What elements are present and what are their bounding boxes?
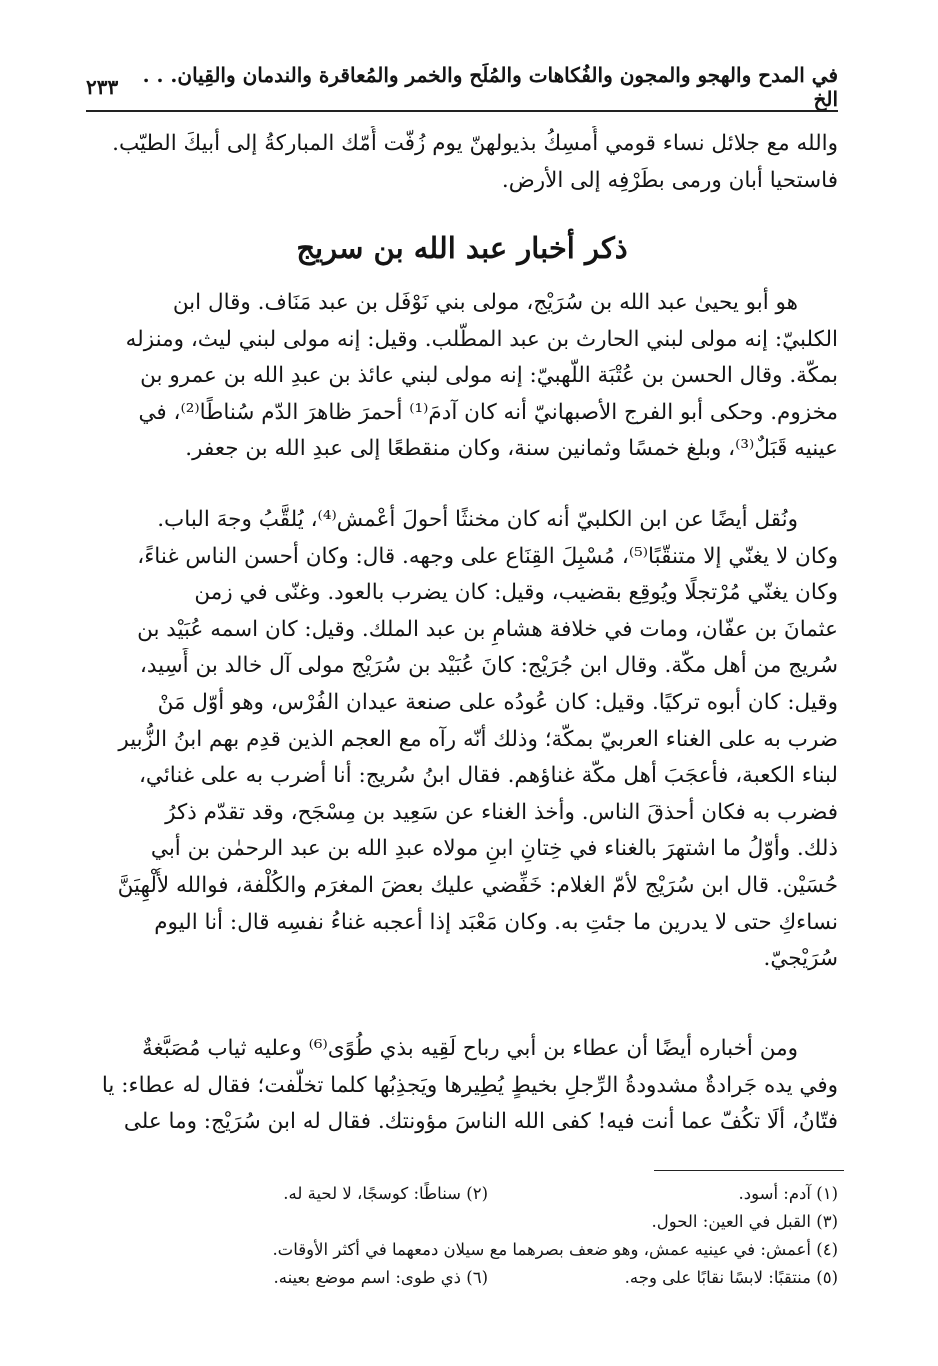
paragraph-3 [86, 1031, 838, 1141]
running-title: في المدح والهجو والمجون والفُكاهات والمُلَح والخمر والمُعاقرة والندمان والقِيان. . . الخ [142, 63, 838, 111]
text-line: وكان لا يغنّي إلا متنقّبًا⁽⁵⁾، مُسْبِلَ القِنَاع على وجهه. قال: وكان أحسن الناس غناءً، [137, 543, 838, 569]
footnote: (٣) القبل في العين: الحول. [651, 1212, 838, 1231]
text-line: مخزوم. وحكى أبو الفرج الأصبهانيّ أنه كان آدمَ⁽¹⁾ أحمرَ ظاهرَ الدّم سُناطًا⁽²⁾، في [138, 399, 838, 425]
text-line: عثمانَ بن عفّان، ومات في خلافة هشامِ بن عبد الملك. وقيل: كان اسمه عُبَيْد بن [137, 616, 838, 642]
footnote-row [86, 1208, 838, 1235]
section-title: ذكر أخبار عبد الله بن سريج [296, 231, 628, 265]
text-line: حُسَيْن. قال ابن سُرَيْج لأمّ الغلام: خَفِّضي عليك بعضَ المغرَم والكُلْفة، فوالله لأُلْهِيَنَّ [117, 872, 838, 898]
footnote-row [86, 1264, 838, 1291]
footnote-rule [654, 1170, 844, 1171]
header-rule [86, 110, 838, 112]
paragraph-2 [86, 502, 838, 978]
footnote: (٤) أعمش: في عينيه عمش، وهو ضعف بصرهما مع سيلان دمعهما في أكثر الأوقات. [272, 1240, 838, 1259]
footnote: (٢) سناطًا: كوسجًا، لا لحية له. [283, 1184, 488, 1203]
page-header [86, 63, 838, 111]
footnote: (٥) منتقبًا: لابسًا نقابًا على وجه. [624, 1268, 838, 1287]
text-line: بمكّة. وقال الحسن بن عُتْبَة اللّهبيّ: إنه مولى لبني عائذ بن عبدِ الله بن عمرو بن [140, 363, 838, 389]
text-line: وكان يغنّي مُرْتجلًا ويُوقِع بقضيب، وقيل: كان يضرب بالعود. وغنّى في زمن [194, 580, 838, 606]
text-line: فاستحيا أبان ورمى بطَرْفِه إلى الأرض. [501, 167, 838, 193]
footnote-row [86, 1180, 838, 1207]
paragraph-1 [86, 285, 838, 468]
text-line: والله مع جلائل نساء قومي أُمسِكُ بذيولهنّ يوم زُفّت أُمّك المباركةُ إلى أبيكَ الطيّب. [112, 131, 838, 156]
text-line: الكلبيّ: إنه مولى لبني الحارث بن عبد المطّلب. وقيل: إنه مولى لبني ليث، ومنزله [125, 326, 838, 352]
text-line: ونُقل أيضًا عن ابن الكلبيّ أنه كان مخنثًا أحولَ أعْمش⁽⁴⁾، يُلقَّبُ وجهَ الباب. [157, 507, 798, 532]
text-line: وقيل: كان أبوه تركيًا. وقيل: كان عُودُه على صنعة عيدان الفُرْس، وهو أوّل مَنْ [157, 689, 838, 715]
text-line: فتّانُ، ألَا تكُفّ عما أنت فيه! كفى الله الناسَ مؤونتك. فقال له ابن سُرَيْج: وما على [123, 1109, 838, 1135]
text-line: ومن أخباره أيضًا أن عطاء بن أبي رباح لَقِيه بذي طُوًى⁽⁶⁾ وعليه ثياب مُصَبَّغةٌ [141, 1036, 798, 1061]
text-line: سُريج من أهل مكّة. وقال ابن جُرَيْج: كانَ عُبَيْد بن سُرَيْج مولى آل خالد بن أَسِيد، [139, 653, 838, 679]
footnote-row [86, 1236, 838, 1263]
text-line: وفي يده جَرادةٌ مشدودةُ الرِّجلِ بخيطٍ يُطِيرها ويَجذِبُها كلما تخلّفت؛ فقال له عطاء: يا [101, 1072, 838, 1098]
text-line: سُرَيْجيّ. [763, 946, 838, 972]
text-line: ذلك. وأوّلُ ما اشتهرَ بالغناء في خِتانِ ابنِ مولاه عبدِ الله بن عبد الرحمٰن بن أبي [150, 836, 838, 862]
intro-text [86, 126, 838, 199]
text-line: عينيه قَبَلٌ⁽³⁾، وبلغ خمسًا وثمانين سنة، وكان منقطعًا إلى عبدِ الله بن جعفر. [185, 436, 838, 462]
footnote: (٦) ذي طوى: اسم موضع بعينه. [273, 1268, 488, 1287]
footnote: (١) آدم: أسود. [738, 1184, 838, 1203]
text-line: ضرب به على الغناء العربيّ بمكّة؛ وذلك أنّه رآه مع العجم الذين قدِم بهم ابنُ الزُّبير [118, 726, 838, 752]
text-line: لبناء الكعبة، فأعجَبَ أهل مكّة غناؤهم. فقال ابنُ سُريج: أنا أضرب به على غنائي، [138, 763, 838, 789]
text-line: فضرب به فكان أحذقَ الناس. وأخذ الغناء عن سَعِيد بن مِسْجَح، وقد تقدّم ذكرُ [165, 799, 838, 825]
page-number: ٢٣٣ [86, 75, 119, 99]
text-line: نساءكِ حتى لا يدرين ما جئتِ به. وكان مَعْبَد إذا أعجبه غناءُ نفسِه قال: أنا اليوم [154, 909, 838, 935]
text-line: هو أبو يحيىٰ عبد الله بن سُرَيْج، مولى بني نَوْفَل بن عبد مَنَاف. وقال ابن [172, 290, 798, 315]
